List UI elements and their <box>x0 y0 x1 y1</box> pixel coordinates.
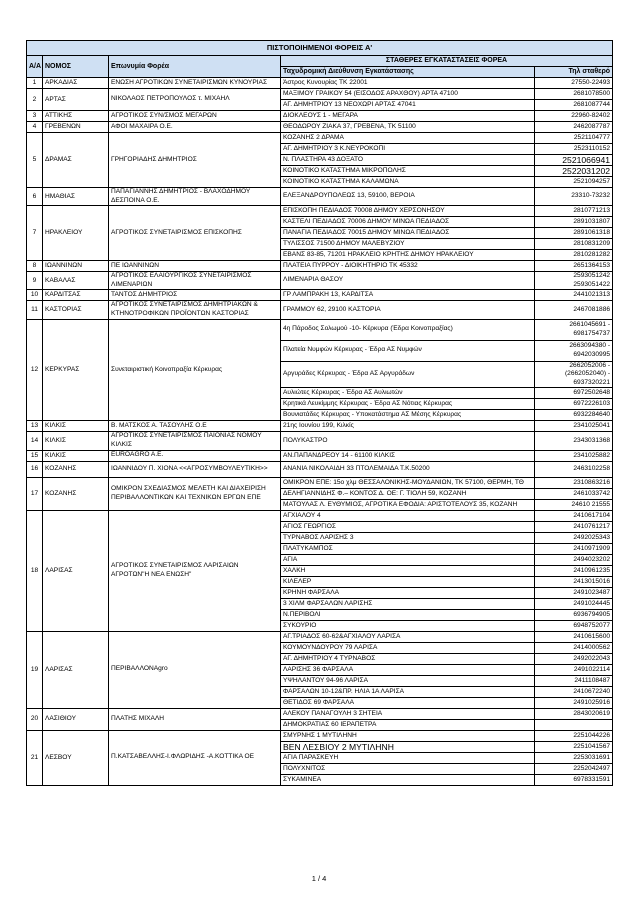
address-cell: ΚΟΖΑΝΗΣ 2 ΔΡΑΜΑ <box>281 133 535 144</box>
address-cell: ΑΓ. ΔΗΜΗΤΡΙΟΥ 13 ΝΕΟΧΩΡΙ ΑΡΤΑΣ 47041 <box>281 100 535 111</box>
phone-cell: 2414000562 <box>535 642 613 653</box>
phone-cell: 2441021313 <box>535 290 613 301</box>
address-cell: Βουνιατάδες Κέρκυρας - Υποκατάστημα ΑΣ Μέσης Κέρκυρας <box>281 410 535 421</box>
prefecture-cell: ΗΡΑΚΛΕΙΟΥ <box>43 206 109 261</box>
phone-cell: 6978331591 <box>535 774 613 785</box>
address-cell: ΓΡ ΛΑΜΠΡΑΚΗ 13, ΚΑΡΔΙΤΣΑ <box>281 290 535 301</box>
prefecture-cell: ΛΑΣΙΘΙΟΥ <box>43 708 109 730</box>
entity-name-cell: ΠΑΠΑΓΙΑΝΝΗΣ ΔΗΜΗΤΡΙΟΣ - ΒΛΑΧΟΔΗΜΟΥ ΔΕΣΠΟΙΝΑ Ο.Ε. <box>109 188 281 206</box>
entity-name-cell: ΑΓΡΟΤΙΚΟΣ ΣΥΝΕΤΑΙΡΙΣΜΟΣ ΕΠΙΣΚΟΠΗΣ <box>109 206 281 261</box>
table-row <box>27 450 613 461</box>
prefecture-cell: ΛΑΡΙΣΑΣ <box>43 631 109 708</box>
table-row <box>27 133 613 144</box>
phone-cell: 2681087744 <box>535 100 613 111</box>
address-cell: ΛΑΡΙΣΗΣ 36 ΦΑΡΣΑΛΑ <box>281 664 535 675</box>
phone-cell: 2492025343 <box>535 532 613 543</box>
phone-cell: 2343031368 <box>535 432 613 450</box>
entity-name-cell: ΙΩΑΝΝΙΔΟΥ Π. ΧΙΟΝΑ <<ΑΓΡΟΣΥΜΒΟΥΛΕΥΤΙΚΗ>> <box>109 461 281 477</box>
table-row <box>27 631 613 642</box>
entities-table <box>26 40 613 786</box>
phone-cell: 2252042497 <box>535 763 613 774</box>
table-row <box>27 730 613 741</box>
phone-cell: 2810831209 <box>535 239 613 250</box>
address-cell: Αργυράδες Κέρκυρας - Έδρα ΑΣ Αργυράδων <box>281 361 535 388</box>
address-cell: ΠΛΑΤΕΙΑ ΠΥΡΡΟΥ - ΔΙΟΙΚΗΤΗΡΙΟ ΤΚ 45332 <box>281 261 535 272</box>
phone-cell: 2661045691 - 6981754737 <box>535 319 613 340</box>
address-cell: ΥΨΗΛΑΝΤΟΥ 94-96 ΛΑΡΙΣΑ <box>281 675 535 686</box>
table-row <box>27 272 613 290</box>
row-number: 18 <box>27 510 43 631</box>
address-cell: ΕΛΕΞΑΝΔΡΟΥΠΟΛΕΩΣ 13, 59100, ΒΕΡΟΙΑ <box>281 188 535 206</box>
address-cell: ΧΑΛΚΗ <box>281 565 535 576</box>
phone-cell: 2494023202 <box>535 554 613 565</box>
address-cell: ΣΥΚΑΜΙΝΕΑ <box>281 774 535 785</box>
phone-cell: 2410672240 <box>535 686 613 697</box>
address-cell: ΠΛΑΤΥΚΑΜΠΟΣ <box>281 543 535 554</box>
phone-cell: 22960-82402 <box>535 111 613 122</box>
header-address: Ταχυδρομική Διεύθυνση Εγκατάστασης <box>281 67 535 78</box>
phone-cell: 27550-22493 <box>535 78 613 89</box>
address-cell: ΒΕΝ ΛΕΣΒΙΟΥ 2 ΜΥΤΙΛΗΝΗ <box>281 741 535 752</box>
phone-cell: 2411108487 <box>535 675 613 686</box>
prefecture-cell: ΑΡΚΑΔΙΑΣ <box>43 78 109 89</box>
entity-name-cell: ΑΓΡΟΤΙΚΟΣ ΕΛΑΙΟΥΡΓΙΚΟΣ ΣΥΝΕΤΑΙΡΙΣΜΟΣ ΛΙΜΕΝΑΡΙΩΝ <box>109 272 281 290</box>
phone-cell: 2461033742 <box>535 488 613 499</box>
row-number: 1 <box>27 78 43 89</box>
header-group: ΣΤΑΘΕΡΕΣ ΕΓΚΑΤΑΣΤΑΣΕΙΣ ΦΟΡΕΑ <box>281 56 613 67</box>
address-cell: 3 ΧΙΛΜ ΦΑΡΣΑΛΩΝ ΛΑΡΙΣΗΣ <box>281 598 535 609</box>
entity-name-cell: ΑΓΡΟΤΙΚΟΣ ΣΥΝΕΤΑΙΡΙΣΜΟΣ ΛΑΡΙΣΑΙΩΝ ΑΓΡΟΤΩΝ"Η ΝΕΑ ΕΝΩΣΗ" <box>109 510 281 631</box>
address-cell: ΑΝΑΝΙΑ ΝΙΚΟΛΑΙΔΗ 33 ΠΤΟΛΕΜΑΙΔΑ Τ.Κ.50200 <box>281 461 535 477</box>
phone-cell: 2651364153 <box>535 261 613 272</box>
phone-cell: 6932284640 <box>535 410 613 421</box>
prefecture-cell: ΚΙΛΚΙΣ <box>43 450 109 461</box>
phone-cell: 2843020619 <box>535 708 613 719</box>
row-number: 9 <box>27 272 43 290</box>
row-number: 11 <box>27 301 43 319</box>
phone-cell <box>535 719 613 730</box>
prefecture-cell: ΚΟΖΑΝΗΣ <box>43 477 109 510</box>
table-row <box>27 432 613 450</box>
phone-cell: 2341025882 <box>535 450 613 461</box>
row-number: 16 <box>27 461 43 477</box>
entity-name-cell: ΠΕΡΙΒΑΛΛΟΝAgro <box>109 631 281 708</box>
address-cell: Κρητικά Λευκίμμης Κέρκυρας - Έδρα ΑΣ Νότιας Κέρκυρας <box>281 399 535 410</box>
prefecture-cell: ΓΡΕΒΕΝΩΝ <box>43 122 109 133</box>
row-number: 14 <box>27 432 43 450</box>
row-number: 13 <box>27 421 43 432</box>
table-row <box>27 89 613 100</box>
prefecture-cell: ΚΑΒΑΛΑΣ <box>43 272 109 290</box>
table-title: ΠΙΣΤΟΠΟΙΗΜΕΝΟΙ ΦΟΡΕΙΣ Α' <box>27 41 613 56</box>
address-cell: ΓΡΑΜΜΟΥ 62, 29100 ΚΑΣΤΟΡΙΑ <box>281 301 535 319</box>
header-nomos: ΝΟΜΟΣ <box>43 56 109 78</box>
phone-cell: 2410971909 <box>535 543 613 554</box>
row-number: 3 <box>27 111 43 122</box>
address-cell: ΕΒΑΝΣ 83-85, 71201 ΗΡΑΚΛΕΙΟ ΚΡΗΤΗΣ ΔΗΜΟΥ ΗΡΑΚΛΕΙΟΥ <box>281 250 535 261</box>
phone-cell: 2251044226 <box>535 730 613 741</box>
entity-name-cell: ΑΦΟΙ ΜΑΧΑΙΡΑ Ο.Ε. <box>109 122 281 133</box>
entity-name-cell: Π.ΚΑΤΣΑΒΕΛΛΗΣ-Ι.ΦΛΩΡΙΔΗΣ -Α.ΚΟΤΤΙΚΑ ΟΕ <box>109 730 281 785</box>
row-number: 19 <box>27 631 43 708</box>
entity-name-cell: ΑΓΡΟΤΙΚΟΣ ΣΥΝ/ΣΜΟΣ ΜΕΓΑΡΩΝ <box>109 111 281 122</box>
table-row <box>27 708 613 719</box>
phone-cell: 2522031202 <box>535 166 613 177</box>
address-cell: ΤΥΛΙΣΣΟΣ 71500 ΔΗΜΟΥ ΜΑΛΕΒΥΖΙΟΥ <box>281 239 535 250</box>
entity-name-cell: ΑΓΡΟΤΙΚΟΣ ΣΥΝΕΤΑΙΡΙΣΜΟΣ ΔΗΜΗΤΡΙΑΚΩΝ & ΚΤΗΝΟΤΡΟΦΙΚΩΝ ΠΡΟΪΟΝΤΩΝ ΚΑΣΤΟΡΙΑΣ <box>109 301 281 319</box>
prefecture-cell: ΚΕΡΚΥΡΑΣ <box>43 319 109 421</box>
phone-cell: 2413015016 <box>535 576 613 587</box>
phone-cell: 6972502648 <box>535 388 613 399</box>
phone-cell: 2491024445 <box>535 598 613 609</box>
address-cell: ΚΟΙΝΟΤΙΚΟ ΚΑΤΑΣΤΗΜΑ ΜΙΚΡΟΠΟΛΗΣ <box>281 166 535 177</box>
address-cell: ΑΓ. ΔΗΜΗΤΡΙΟΥ 3 Κ.ΝΕΥΡΟΚΟΠΙ <box>281 144 535 155</box>
address-cell: Άστρος Κυνουρίας ΤΚ 22001 <box>281 78 535 89</box>
row-number: 17 <box>27 477 43 510</box>
phone-cell: 24610 21555 <box>535 499 613 510</box>
address-cell: ΛΙΜΕΝΑΡΙΑ ΘΑΣΟΥ <box>281 272 535 290</box>
phone-cell: 2681078500 <box>535 89 613 100</box>
table-row <box>27 510 613 521</box>
phone-cell: 2521066941 <box>535 155 613 166</box>
table-row <box>27 319 613 340</box>
phone-cell: 2253031691 <box>535 752 613 763</box>
entity-name-cell: ΝΙΚΟΛΑΟΣ ΠΕΤΡΟΠΟΥΛΟΣ τ. ΜΙΧΑΗΛ <box>109 89 281 111</box>
address-cell: ΚΙΛΕΛΕΡ <box>281 576 535 587</box>
entity-name-cell: ΟΜΙΚΡΟΝ ΣΧΕΔΙΑΣΜΟΣ ΜΕΛΕΤΗ ΚΑΙ ΔΙΑΧΕΙΡΙΣΗ ΠΕΡΙΒΑΛΛΟΝΤΙΚΩΝ ΚΑΙ ΤΕΧΝΙΚΩΝ ΕΡΓΩΝ ΕΠΕ <box>109 477 281 510</box>
address-cell: ΦΑΡΣΑΛΩΝ 10-12&ΠΡ. ΗΛΙΑ 1Α ΛΑΡΙΣΑ <box>281 686 535 697</box>
entity-name-cell: ΠΕ ΙΩΑΝΝΙΝΩΝ <box>109 261 281 272</box>
entity-name-cell: ΑΓΡΟΤΙΚΟΣ ΣΥΝΕΤΑΙΡΙΣΜΟΣ ΠΑΙΟΝΙΑΣ ΝΟΜΟΥ ΚΙΛΚΙΣ <box>109 432 281 450</box>
address-cell: ΘΕΟΔΩΡΟΥ ΖΙΑΚΑ 37, ΓΡΕΒΕΝΑ, ΤΚ 51100 <box>281 122 535 133</box>
row-number: 4 <box>27 122 43 133</box>
address-cell: ΘΕΤΙΔΟΣ 69 ΦΑΡΣΑΛΑ <box>281 697 535 708</box>
entity-name-cell: EUROAGRO A.E. <box>109 450 281 461</box>
phone-cell: 2491025916 <box>535 697 613 708</box>
phone-cell: 2663094380 - 6942030995 <box>535 340 613 361</box>
phone-cell: 6936794905 <box>535 609 613 620</box>
row-number: 20 <box>27 708 43 730</box>
phone-cell: 6948752077 <box>535 620 613 631</box>
address-cell: ΤΥΡΝΑΒΟΣ ΛΑΡΙΣΗΣ 3 <box>281 532 535 543</box>
address-cell: ΟΜΙΚΡΟΝ ΕΠΕ: 15ο χλμ ΘΕΣΣΑΛΟΝΙΚΗΣ-ΜΟΥΔΑΝΙΩΝ, ΤΚ 57100, ΘΕΡΜΗ, ΤΘ <box>281 477 535 488</box>
table-row <box>27 477 613 488</box>
phone-cell: 2462087787 <box>535 122 613 133</box>
prefecture-cell: ΚΑΣΤΟΡΙΑΣ <box>43 301 109 319</box>
address-cell: ΑΓ.ΤΡΙΑΔΟΣ 60-62&ΑΓΧΙΑΛΟΥ ΛΑΡΙΣΑ <box>281 631 535 642</box>
prefecture-cell: ΚΙΛΚΙΣ <box>43 421 109 432</box>
header-aa: Α/Α <box>27 56 43 78</box>
table-row <box>27 461 613 477</box>
phone-cell: 2410615600 <box>535 631 613 642</box>
table-row <box>27 206 613 217</box>
table-row <box>27 111 613 122</box>
prefecture-cell: ΚΑΡΔΙΤΣΑΣ <box>43 290 109 301</box>
address-cell: ΑΛΕΚΟΥ ΠΑΝΑΓΟΥΛΗ 3 ΣΗΤΕΙΑ <box>281 708 535 719</box>
prefecture-cell: ΗΜΑΘΙΑΣ <box>43 188 109 206</box>
table-row <box>27 261 613 272</box>
phone-cell: 2810771213 <box>535 206 613 217</box>
row-number: 8 <box>27 261 43 272</box>
prefecture-cell: ΙΩΑΝΝΙΝΩΝ <box>43 261 109 272</box>
phone-cell: 2523110152 <box>535 144 613 155</box>
address-cell: ΔΗΜΟΚΡΑΤΙΑΣ 60 ΙΕΡΑΠΕΤΡΑ <box>281 719 535 730</box>
address-cell: ΔΕΛΗΓΙΑΝΝΙΔΗΣ Φ.– ΚΟΝΤΟΣ Δ. ΟΕ: Γ. ΤΙΟΛΗ 59, ΚΟΖΑΝΗ <box>281 488 535 499</box>
row-number: 10 <box>27 290 43 301</box>
address-cell: ΚΟΙΝΟΤΙΚΟ ΚΑΤΑΣΤΗΜΑ ΚΑΛΑΜΩΝΑ <box>281 177 535 188</box>
prefecture-cell: ΛΕΣΒΟΥ <box>43 730 109 785</box>
address-cell: Πλατεία Νυμφών Κέρκυρας - Έδρα ΑΣ Νυμφών <box>281 340 535 361</box>
address-cell: 21ης Ιουνίου 199, Κιλκίς <box>281 421 535 432</box>
address-cell: 4η Πάροδος Σολωμού -10- Κέρκυρα (Έδρα Κοινοπραξίας) <box>281 319 535 340</box>
prefecture-cell: ΔΡΑΜΑΣ <box>43 133 109 188</box>
prefecture-cell: ΛΑΡΙΣΑΣ <box>43 510 109 631</box>
phone-cell: 2521104777 <box>535 133 613 144</box>
phone-cell: 2491022114 <box>535 664 613 675</box>
address-cell: ΣΥΚΟΥΡΙΟ <box>281 620 535 631</box>
entity-name-cell: Β. ΜΑΤΣΚΟΣ Α. ΤΑΣΟΥΛΗΣ Ο.Ε <box>109 421 281 432</box>
phone-cell: 2310863216 <box>535 477 613 488</box>
row-number: 15 <box>27 450 43 461</box>
table-row <box>27 122 613 133</box>
row-number: 12 <box>27 319 43 421</box>
entity-name-cell: Συνεταιριστική Κοινοπραξία Κέρκυρας <box>109 319 281 421</box>
address-cell: Αυλιώτες Κέρκυρας - Έδρα ΑΣ Αυλιωτών <box>281 388 535 399</box>
phone-cell: 2492022043 <box>535 653 613 664</box>
table-row <box>27 78 613 89</box>
address-cell: ΜΑΞΙΜΟΥ ΓΡΑΙΚΟΥ 54 (ΕΙΣΟΔΟΣ ΑΡΑΧΘΟΥ) ΑΡΤΑ 47100 <box>281 89 535 100</box>
phone-cell: 2463102258 <box>535 461 613 477</box>
table-row <box>27 188 613 206</box>
phone-cell: 2891031807 <box>535 217 613 228</box>
table-row <box>27 301 613 319</box>
address-cell: ΠΟΛΥΚΑΣΤΡΟ <box>281 432 535 450</box>
address-cell: ΑΓΙΟΣ ΓΕΩΡΓΙΟΣ <box>281 521 535 532</box>
phone-cell: 2410617104 <box>535 510 613 521</box>
table-row <box>27 421 613 432</box>
address-cell: ΠΑΝΑΓΙΑ ΠΕΔΙΑΔΟΣ 70015 ΔΗΜΟΥ ΜΙΝΩΑ ΠΕΔΙΑΔΟΣ <box>281 228 535 239</box>
address-cell: ΑΓΙΑ ΠΑΡΑΣΚΕΥΗ <box>281 752 535 763</box>
address-cell: ΜΑΤΟΥΛΑΣ Λ. ΕΥΘΥΜΙΟΣ, ΑΓΡΟΤΙΚΑ ΕΦΟΔΙΑ: ΑΡΙΣΤΟΤΕΛΟΥΣ 35, ΚΟΖΑΝΗ <box>281 499 535 510</box>
address-cell: ΚΡΗΝΗ ΦΑΡΣΑΛΑ <box>281 587 535 598</box>
phone-cell: 2891061318 <box>535 228 613 239</box>
address-cell: ΑΓ. ΔΗΜΗΤΡΙΟΥ 4 ΤΥΡΝΑΒΟΣ <box>281 653 535 664</box>
address-cell: ΚΑΣΤΕΛΙ ΠΕΔΙΑΔΟΣ 70006 ΔΗΜΟΥ ΜΙΝΩΑ ΠΕΔΙΑΔΟΣ <box>281 217 535 228</box>
address-cell: Ν.ΠΕΡΙΒΟΛΙ <box>281 609 535 620</box>
page-number: 1 / 4 <box>311 874 327 883</box>
phone-cell: 2662052006 - (2662052040) - 6937320221 <box>535 361 613 388</box>
phone-cell: 6972226103 <box>535 399 613 410</box>
phone-cell: 2810281282 <box>535 250 613 261</box>
address-cell: ΕΠΙΣΚΟΠΗ ΠΕΔΙΑΔΟΣ 70008 ΔΗΜΟΥ ΧΕΡΣΟΝΗΣΟΥ <box>281 206 535 217</box>
address-cell: ΠΟΛΥΧΝΙΤΟΣ <box>281 763 535 774</box>
phone-cell: 2491023487 <box>535 587 613 598</box>
row-number: 5 <box>27 133 43 188</box>
phone-cell: 2251041567 <box>535 741 613 752</box>
row-number: 7 <box>27 206 43 261</box>
address-cell: ΑΓΧΙΑΛΟΥ 4 <box>281 510 535 521</box>
row-number: 2 <box>27 89 43 111</box>
address-cell: ΣΜΥΡΝΗΣ 1 ΜΥΤΙΛΗΝΗ <box>281 730 535 741</box>
entity-name-cell: ΤΑΝΤΟΣ ΔΗΜΗΤΡΙΟΣ <box>109 290 281 301</box>
phone-cell: 2593051242 2593051422 <box>535 272 613 290</box>
address-cell: Ν. ΠΛΑΣΤΗΡΑ 43 ΔΟΞΑΤΟ <box>281 155 535 166</box>
row-number: 6 <box>27 188 43 206</box>
address-cell: ΑΝ.ΠΑΠΑΝΔΡΕΟΥ 14 - 61100 ΚΙΛΚΙΣ <box>281 450 535 461</box>
table-row <box>27 290 613 301</box>
address-cell: ΚΟΥΜΟΥΝΔΟΥΡΟΥ 79 ΛΑΡΙΣΑ <box>281 642 535 653</box>
prefecture-cell: ΑΤΤΙΚΗΣ <box>43 111 109 122</box>
phone-cell: 2410961235 <box>535 565 613 576</box>
phone-cell: 2410761217 <box>535 521 613 532</box>
phone-cell: 23310-73232 <box>535 188 613 206</box>
header-phone: Τηλ σταθερό <box>535 67 613 78</box>
entity-name-cell: ΓΡΗΓΟΡΙΑΔΗΣ ΔΗΜΗΤΡΙΟΣ <box>109 133 281 188</box>
entity-name-cell: ΠΛΑΤΗΣ ΜΙΧΑΛΗ <box>109 708 281 730</box>
prefecture-cell: ΚΙΛΚΙΣ <box>43 432 109 450</box>
prefecture-cell: ΑΡΤΑΣ <box>43 89 109 111</box>
phone-cell: 2467081886 <box>535 301 613 319</box>
header-foreas: Επωνυμία Φορέα <box>109 56 281 78</box>
entity-name-cell: ΕΝΩΣΗ ΑΓΡΟΤΙΚΩΝ ΣΥΝΕΤΑΙΡΙΣΜΩΝ ΚΥΝΟΥΡΙΑΣ <box>109 78 281 89</box>
prefecture-cell: ΚΟΖΑΝΗΣ <box>43 461 109 477</box>
phone-cell: 2341025041 <box>535 421 613 432</box>
phone-cell: 2521094257 <box>535 177 613 188</box>
address-cell: ΔΙΟΚΛΕΟΥΣ 1 - ΜΕΓΑΡΑ <box>281 111 535 122</box>
address-cell: ΑΓΙΑ <box>281 554 535 565</box>
row-number: 21 <box>27 730 43 785</box>
